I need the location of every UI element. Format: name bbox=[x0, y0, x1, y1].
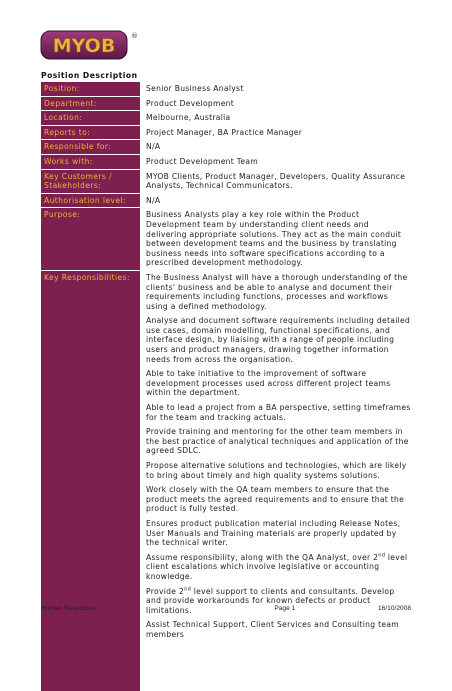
table-row bbox=[41, 207, 411, 270]
myob-logo bbox=[40, 28, 140, 62]
row-label: Reports to: bbox=[41, 126, 140, 140]
table-row bbox=[41, 125, 411, 140]
page-footer bbox=[41, 605, 411, 612]
table-row bbox=[41, 193, 411, 208]
table-row bbox=[41, 169, 411, 193]
row-label: Location: bbox=[41, 111, 140, 125]
responsibility-item: Ensures product publication material including Release Notes, User Manuals and Training materials are properly updated by the technical writer. bbox=[146, 518, 401, 548]
ordinal-suffix: nd bbox=[378, 552, 386, 559]
row-label: Authorisation level: bbox=[41, 194, 140, 208]
row-value: Product Development bbox=[146, 98, 235, 108]
responsibility-text: level support to clients and consultants. Develop and provide workarounds for known defects or product limitations. bbox=[146, 586, 395, 615]
document-title: Position Description bbox=[41, 71, 138, 80]
registered-mark: ® bbox=[131, 32, 138, 40]
logo-text: MYOB bbox=[52, 35, 116, 57]
row-label: Position: bbox=[41, 82, 140, 96]
responsibility-item: Able to take initiative to the improvement of software development processes used across different project teams within the department. bbox=[146, 369, 391, 398]
responsibility-item: The Business Analyst will have a thorough understanding of the clients' business and be able to analyse and document their requirements including functions, processes and workflows using a defined methodology. bbox=[146, 272, 408, 311]
responsibility-item: Analyse and document software requirements including detailed use cases, domain modelling, functional specifications, and interface design, by liaising with a range of people including users and product managers, drawing together information needs from across the organisation. bbox=[146, 316, 411, 364]
row-value: N/A bbox=[146, 142, 161, 152]
table-row bbox=[41, 139, 411, 154]
table-row bbox=[41, 96, 411, 111]
responsibility-item: Provide training and mentoring for the other team members in the best practice of analytical techniques and application of the agreed SDLC. bbox=[146, 427, 409, 456]
row-value: Senior Business Analyst bbox=[146, 84, 244, 93]
responsibility-item: Able to lead a project from a BA perspective, setting timeframes for the team and tracking actuals. bbox=[146, 403, 411, 422]
responsibility-item: Work closely with the QA team members to ensure that the product meets the agreed requirements and to ensure that the product is fully tested. bbox=[146, 485, 405, 514]
row-value: Product Development Team bbox=[146, 156, 259, 166]
row-value: N/A bbox=[146, 195, 161, 205]
table-row bbox=[41, 81, 411, 96]
responsibility-item: Propose alternative solutions and technologies, which are likely to bring about timely and high quality systems solutions. bbox=[146, 461, 407, 480]
table-row-responsibilities bbox=[41, 270, 411, 691]
responsibilities-list bbox=[140, 271, 411, 691]
row-label: Responsible for: bbox=[41, 140, 140, 154]
responsibility-text: Provide 2 bbox=[146, 586, 185, 596]
position-table bbox=[41, 81, 411, 691]
table-row bbox=[41, 110, 411, 125]
row-value: Melbourne, Australia bbox=[146, 113, 231, 123]
row-value: Project Manager, BA Practice Manager bbox=[146, 127, 303, 137]
table-row bbox=[41, 154, 411, 169]
row-label: Works with: bbox=[41, 155, 140, 169]
row-value: MYOB Clients, Product Manager, Developers, Quality Assurance Analysts, Technical Communicators. bbox=[146, 171, 406, 191]
row-label: Key Responsibilities: bbox=[41, 271, 140, 691]
row-label: Department: bbox=[41, 97, 140, 111]
footer-page-number: Page 1 bbox=[274, 605, 296, 612]
ordinal-suffix: nd bbox=[184, 586, 192, 592]
responsibility-item bbox=[146, 553, 411, 582]
row-value: Business Analysts play a key role within the Product Development team by understanding client needs and delivering appropriate solutions. They act as the main conduit between development teams and the business by translating business needs into software specifications according to a prescribed development methodology. bbox=[146, 210, 402, 268]
row-label: Purpose: bbox=[41, 208, 140, 270]
footer-date: 16/10/2008 bbox=[377, 605, 411, 612]
row-label: Key Customers / Stakeholders: bbox=[41, 170, 140, 193]
responsibility-item: Assist Technical Support, Client Services and Consulting team members bbox=[146, 620, 399, 639]
responsibility-text: Assume responsibility, along with the QA Analyst, over 2 bbox=[146, 552, 379, 562]
responsibility-text: level client escalations which involve legislative or accounting knowledge. bbox=[146, 552, 408, 581]
footer-department: Human Resources bbox=[41, 605, 96, 612]
